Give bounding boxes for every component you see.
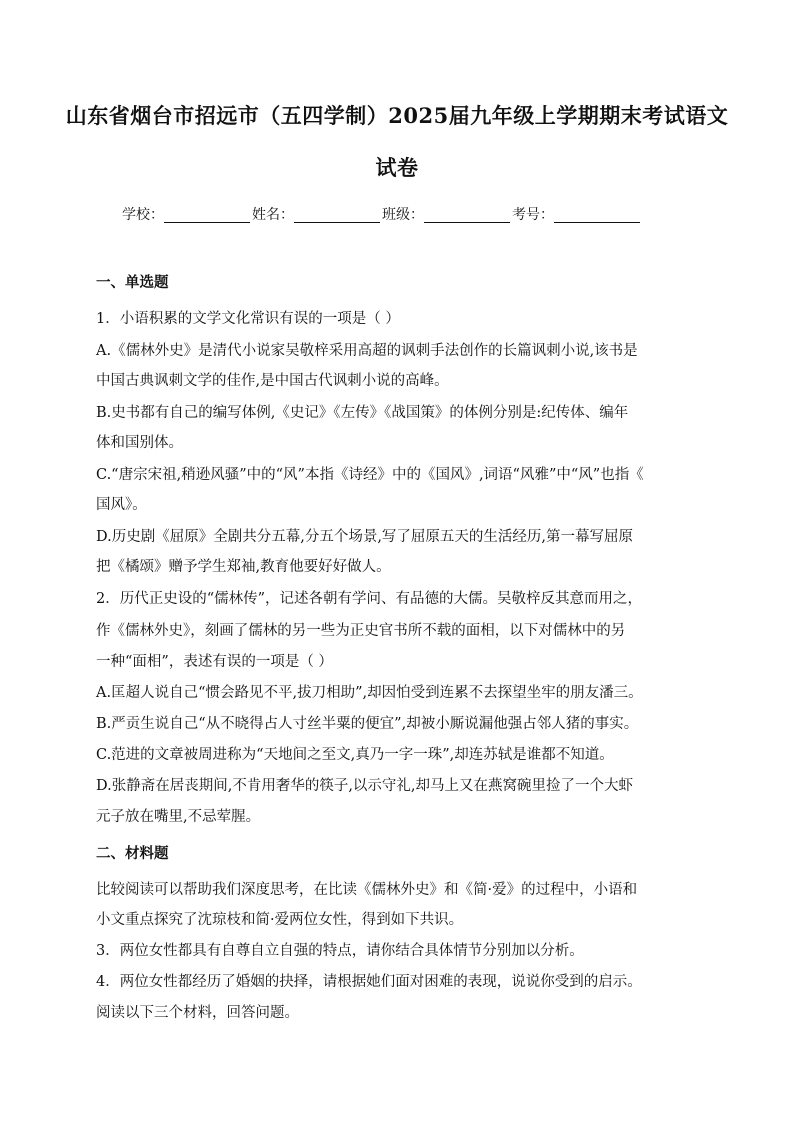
material-intro-line-1: 比较阅读可以帮助我们深度思考，在比读《儒林外史》和《简·爱》的过程中，小语和	[96, 882, 638, 898]
question-2-stem-line-2: 作《儒林外史》，刻画了儒林的另一些为正史官书所不载的面相，以下对儒林中的另	[96, 623, 626, 639]
question-2-option-a: A.匡超人说自己“惯会路见不平,拔刀相助”,却因怕受到连累不去探望坐牢的朋友潘三。	[96, 685, 643, 701]
class-label: 班级：	[382, 207, 424, 223]
question-2-stem-line-3: 一种“面相”，表述有误的一项是（ ）	[96, 654, 333, 670]
material-intro-line-2: 小文重点探究了沈琼枝和简·爱两位女性，得到如下共识。	[96, 912, 464, 928]
school-label: 学校：	[122, 207, 164, 223]
question-2-option-b: B.严贡生说自己“从不晓得占人寸丝半粟的便宜”,却被小厮说漏他强占邻人猪的事实。	[96, 716, 639, 732]
section-heading-material: 二、材料题	[96, 845, 169, 862]
question-1-option-c-line-2: 国风》。	[96, 497, 147, 513]
class-blank[interactable]	[424, 208, 510, 223]
section-heading-single-choice: 一、单选题	[96, 274, 169, 291]
question-3: 3．两位女性都具有自尊自立自强的特点，请你结合具体情节分别加以分析。	[96, 943, 584, 959]
name-field	[252, 205, 382, 225]
question-2-option-d-line-2: 元子放在嘴里,不忌荤腥。	[96, 809, 261, 825]
document-title-line-2: 试卷	[375, 155, 419, 180]
question-1-option-a-line-1: A.《儒林外史》是清代小说家吴敬梓采用高超的讽刺手法创作的长篇讽刺小说,该书是	[96, 343, 638, 359]
reading-instruction: 阅读以下三个材料，回答问题。	[96, 1005, 299, 1021]
name-label: 姓名：	[252, 207, 294, 223]
school-field	[122, 205, 252, 225]
question-1-option-b-line-1: B.史书都有自己的编写体例,《史记》《左传》《战国策》的体例分别是:纪传体、编年	[96, 405, 629, 421]
student-info-line	[122, 205, 682, 225]
question-2-option-c: C.范进的文章被周进称为“天地间之至文,真乃一字一珠”,却连苏轼是谁都不知道。	[96, 747, 614, 763]
number-field	[512, 205, 642, 225]
name-blank[interactable]	[294, 208, 380, 223]
question-2-option-d-line-1: D.张静斋在居丧期间,不肯用奢华的筷子,以示守礼,却马上又在燕窝碗里捡了一个大虾	[96, 778, 634, 794]
question-1-option-c-line-1: C.“唐宗宋祖,稍逊风骚”中的“风”本指《诗经》中的《国风》,词语“风雅”中“风”也指《	[96, 467, 644, 483]
school-blank[interactable]	[164, 208, 250, 223]
class-field	[382, 205, 512, 225]
question-1-option-d-line-2: 把《橘颂》赠予学生郑袖,教育他要好好做人。	[96, 559, 391, 575]
number-label: 考号：	[512, 207, 554, 223]
question-2-stem-line-1: 2．历代正史设的“儒林传”，记述各朝有学问、有品德的大儒。吴敬梓反其意而用之，	[96, 591, 643, 607]
question-1-option-a-line-2: 中国古典讽刺文学的佳作,是中国古代讽刺小说的高峰。	[96, 373, 449, 389]
document-title-line-1: 山东省烟台市招远市（五四学制）2025届九年级上学期期末考试语文	[65, 103, 729, 128]
question-1-stem: 1．小语积累的文学文化常识有误的一项是（ ）	[96, 311, 400, 327]
question-1-option-d-line-1: D.历史剧《屈原》全剧共分五幕,分五个场景,写了屈原五天的生活经历,第一幕写屈原	[96, 529, 634, 545]
question-4: 4．两位女性都经历了婚姻的抉择，请根据她们面对困难的表现，说说你受到的启示。	[96, 974, 642, 990]
question-1-option-b-line-2: 体和国别体。	[96, 435, 183, 451]
number-blank[interactable]	[554, 208, 640, 223]
